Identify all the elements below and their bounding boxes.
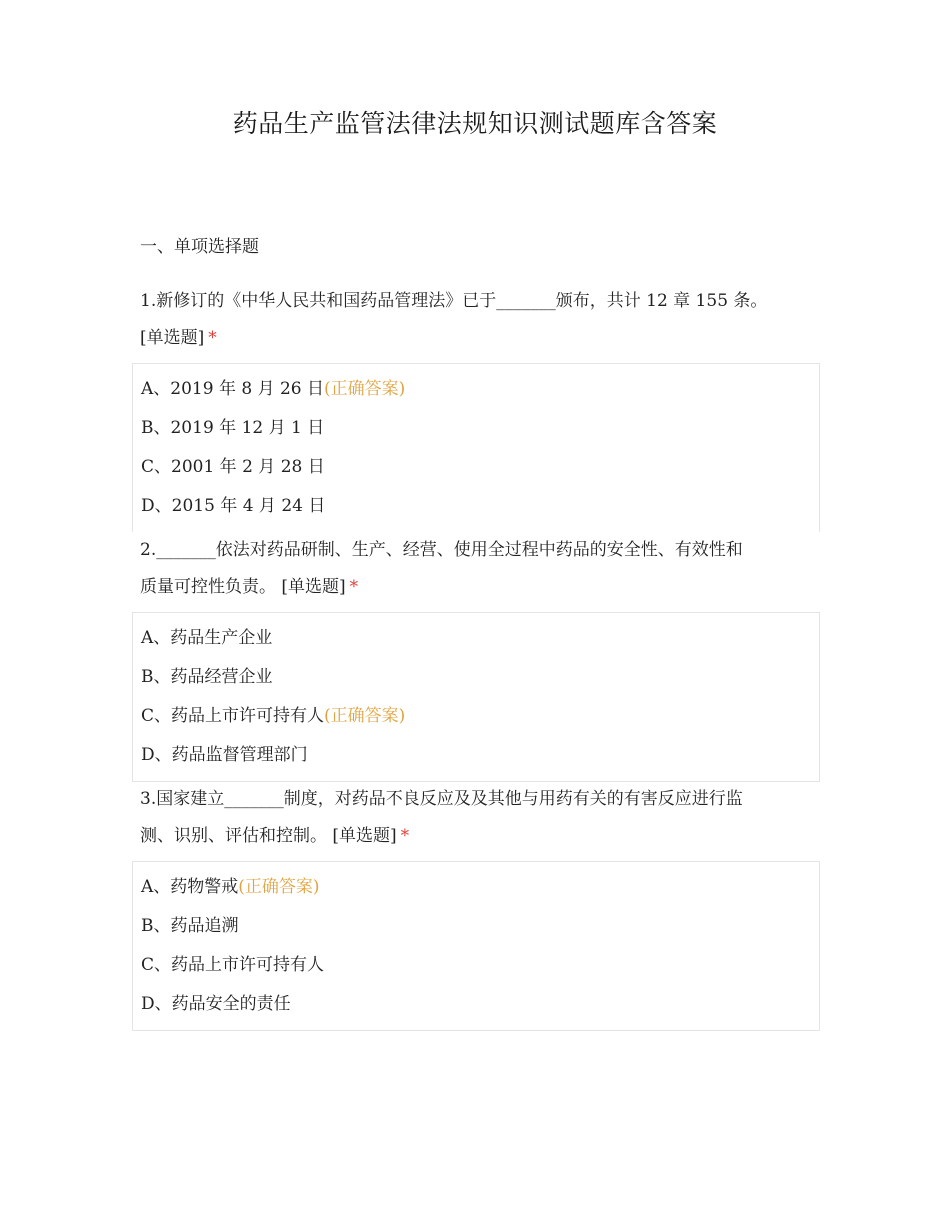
question-stem-line-1: 3.国家建立_______制度，对药品不良反应及及其他与用药有关的有害反应进行监 bbox=[140, 789, 743, 809]
question-stem-line-1: 2._______依法对药品研制、生产、经营、使用全过程中药品的安全性、有效性和 bbox=[140, 540, 743, 560]
option-a[interactable] bbox=[141, 868, 811, 907]
question-stem-line-2: [单选题] bbox=[140, 328, 205, 348]
correct-answer-mark: (正确答案) bbox=[324, 379, 406, 399]
question-stem bbox=[140, 781, 820, 855]
question-stem-line-1: 1.新修订的《中华人民共和国药品管理法》已于_______颁布，共计 12 章 155 条。 bbox=[140, 291, 768, 311]
options-list bbox=[132, 363, 820, 532]
option-label: D、2015 年 4 月 24 日 bbox=[141, 496, 326, 516]
option-a[interactable] bbox=[141, 370, 811, 409]
option-d[interactable] bbox=[141, 736, 811, 775]
option-label: A、药品生产企业 bbox=[141, 628, 273, 648]
option-label: B、药品经营企业 bbox=[141, 667, 273, 687]
required-asterisk: * bbox=[208, 328, 217, 348]
question-stem bbox=[140, 532, 820, 606]
question-3 bbox=[140, 781, 820, 1031]
question-2 bbox=[140, 532, 820, 782]
option-c[interactable] bbox=[141, 448, 811, 487]
option-b[interactable] bbox=[141, 907, 811, 946]
option-label: A、2019 年 8 月 26 日 bbox=[141, 379, 325, 399]
option-label: C、药品上市许可持有人 bbox=[141, 955, 325, 975]
question-stem bbox=[140, 283, 820, 357]
option-label: C、药品上市许可持有人 bbox=[141, 706, 325, 726]
options-list bbox=[132, 612, 820, 782]
option-d[interactable] bbox=[141, 487, 811, 526]
option-label: D、药品安全的责任 bbox=[141, 994, 291, 1014]
option-b[interactable] bbox=[141, 658, 811, 697]
question-stem-line-2: 测、识别、评估和控制。 [单选题] bbox=[140, 826, 397, 846]
option-label: B、药品追溯 bbox=[141, 916, 239, 936]
option-d[interactable] bbox=[141, 985, 811, 1024]
option-b[interactable] bbox=[141, 409, 811, 448]
option-label: D、药品监督管理部门 bbox=[141, 745, 308, 765]
option-a[interactable] bbox=[141, 619, 811, 658]
option-c[interactable] bbox=[141, 697, 811, 736]
question-stem-line-2: 质量可控性负责。 [单选题] bbox=[140, 577, 346, 597]
correct-answer-mark: (正确答案) bbox=[238, 877, 320, 897]
required-asterisk: * bbox=[400, 826, 410, 846]
section-heading: 一、单项选择题 bbox=[140, 237, 259, 257]
option-label: A、药物警戒 bbox=[141, 877, 239, 897]
option-label: B、2019 年 12 月 1 日 bbox=[141, 418, 325, 438]
options-list bbox=[132, 861, 820, 1031]
option-c[interactable] bbox=[141, 946, 811, 985]
question-1 bbox=[140, 283, 820, 532]
required-asterisk: * bbox=[349, 577, 359, 597]
page-title: 药品生产监管法律法规知识测试题库含答案 bbox=[232, 109, 718, 138]
correct-answer-mark: (正确答案) bbox=[324, 706, 406, 726]
option-label: C、2001 年 2 月 28 日 bbox=[141, 457, 325, 477]
